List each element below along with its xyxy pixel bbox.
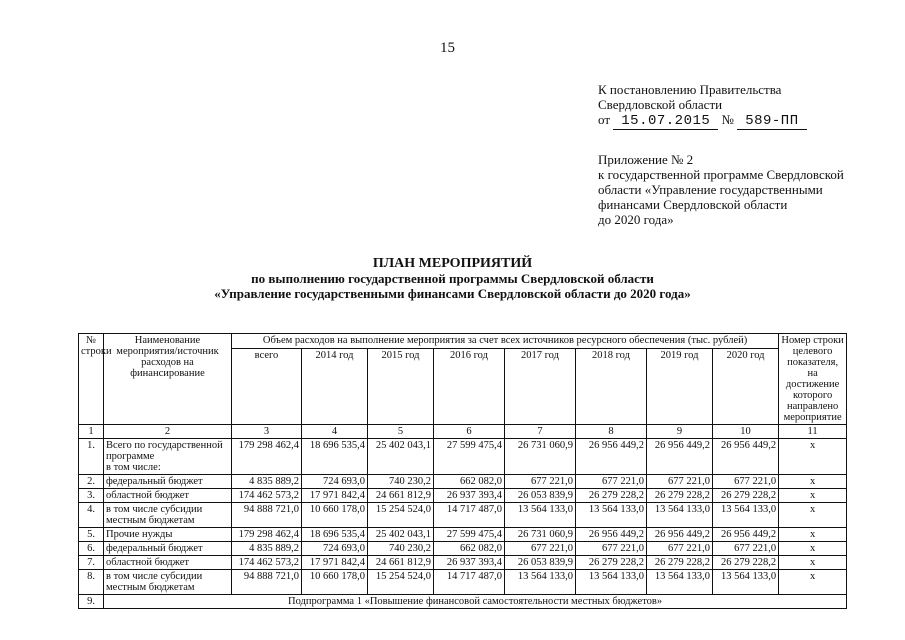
amount-cell: 13 564 133,0 <box>647 503 713 528</box>
amount-cell: 13 564 133,0 <box>505 570 576 595</box>
amount-cell: 13 564 133,0 <box>713 570 779 595</box>
appendix-line-3: области «Управление государственными <box>598 182 823 197</box>
row-name: областной бюджет <box>104 556 232 570</box>
target-cell: x <box>779 503 847 528</box>
page-number: 15 <box>440 40 455 56</box>
reference-line-2: Свердловской области <box>598 97 723 112</box>
amount-cell: 13 564 133,0 <box>647 570 713 595</box>
amount-cell: 27 599 475,4 <box>434 439 505 475</box>
amount-cell: 740 230,2 <box>368 475 434 489</box>
amount-cell: 4 835 889,2 <box>232 542 302 556</box>
amount-cell: 26 279 228,2 <box>713 489 779 503</box>
title-line-1: ПЛАН МЕРОПРИЯТИЙ <box>372 256 533 271</box>
row-number: 8. <box>79 570 104 595</box>
amount-cell: 26 731 060,9 <box>505 439 576 475</box>
column-number-row <box>79 425 847 439</box>
amount-cell: 26 279 228,2 <box>576 556 647 570</box>
target-cell: x <box>779 489 847 503</box>
amount-cell: 26 053 839,9 <box>505 489 576 503</box>
row-name: федеральный бюджет <box>104 475 232 489</box>
column-number: 9 <box>647 425 713 439</box>
amount-cell: 677 221,0 <box>647 542 713 556</box>
row-number: 6. <box>79 542 104 556</box>
row-name: федеральный бюджет <box>104 542 232 556</box>
header-target: Номер строки целевого показателя, на достижение которого направлено мероприятие <box>779 334 847 425</box>
amount-cell: 26 279 228,2 <box>713 556 779 570</box>
amount-cell: 13 564 133,0 <box>576 503 647 528</box>
column-number: 3 <box>232 425 302 439</box>
row-number: 1. <box>79 439 104 475</box>
amount-cell: 13 564 133,0 <box>713 503 779 528</box>
plan-table <box>78 333 847 609</box>
header-2015: 2015 год <box>368 349 434 425</box>
table-row <box>79 475 847 489</box>
column-number: 2 <box>104 425 232 439</box>
header-row-no: № строки <box>79 334 104 425</box>
header-name: Наименование мероприятия/источник расходов на финансирование <box>104 334 232 425</box>
amount-cell: 14 717 487,0 <box>434 570 505 595</box>
table-row <box>79 542 847 556</box>
amount-cell: 179 298 462,4 <box>232 439 302 475</box>
header-2016: 2016 год <box>434 349 505 425</box>
row-number: 9. <box>79 595 104 609</box>
amount-cell: 677 221,0 <box>576 475 647 489</box>
row-number: 5. <box>79 528 104 542</box>
amount-cell: 724 693,0 <box>302 542 368 556</box>
amount-cell: 662 082,0 <box>434 475 505 489</box>
amount-cell: 662 082,0 <box>434 542 505 556</box>
amount-cell: 18 696 535,4 <box>302 528 368 542</box>
row-number: 4. <box>79 503 104 528</box>
amount-cell: 10 660 178,0 <box>302 570 368 595</box>
column-number: 11 <box>779 425 847 439</box>
reference-date-line <box>598 112 807 129</box>
table-row <box>79 439 847 475</box>
amount-cell: 677 221,0 <box>713 542 779 556</box>
amount-cell: 740 230,2 <box>368 542 434 556</box>
title-line-2: по выполнению государственной программы Свердловской области <box>251 271 654 286</box>
resolution-date: 15.07.2015 <box>613 113 718 130</box>
amount-cell: 25 402 043,1 <box>368 528 434 542</box>
amount-cell: 724 693,0 <box>302 475 368 489</box>
amount-cell: 13 564 133,0 <box>505 503 576 528</box>
column-number: 6 <box>434 425 505 439</box>
amount-cell: 25 402 043,1 <box>368 439 434 475</box>
title-line-3: «Управление государственными финансами Свердловской области до 2020 года» <box>214 286 691 301</box>
amount-cell: 26 279 228,2 <box>647 489 713 503</box>
appendix-line-1: Приложение № 2 <box>598 152 694 167</box>
target-cell: x <box>779 528 847 542</box>
amount-cell: 27 599 475,4 <box>434 528 505 542</box>
header-expenses: Объем расходов на выполнение мероприятия за счет всех источников ресурсного обеспечения (тыс. рублей) <box>232 334 779 349</box>
amount-cell: 26 956 449,2 <box>713 528 779 542</box>
amount-cell: 26 956 449,2 <box>576 439 647 475</box>
amount-cell: 26 731 060,9 <box>505 528 576 542</box>
target-cell: x <box>779 475 847 489</box>
amount-cell: 26 937 393,4 <box>434 489 505 503</box>
amount-cell: 26 279 228,2 <box>647 556 713 570</box>
amount-cell: 15 254 524,0 <box>368 503 434 528</box>
amount-cell: 174 462 573,2 <box>232 556 302 570</box>
header-2018: 2018 год <box>576 349 647 425</box>
amount-cell: 26 279 228,2 <box>576 489 647 503</box>
amount-cell: 94 888 721,0 <box>232 570 302 595</box>
row-name: Всего по государственной программе в том числе: <box>104 439 232 475</box>
row-name: в том числе субсидии местным бюджетам <box>104 503 232 528</box>
header-2017: 2017 год <box>505 349 576 425</box>
column-number: 5 <box>368 425 434 439</box>
column-number: 7 <box>505 425 576 439</box>
amount-cell: 17 971 842,4 <box>302 489 368 503</box>
amount-cell: 174 462 573,2 <box>232 489 302 503</box>
amount-cell: 24 661 812,9 <box>368 489 434 503</box>
subprogram-row <box>79 595 847 609</box>
column-number: 8 <box>576 425 647 439</box>
amount-cell: 26 937 393,4 <box>434 556 505 570</box>
table-row <box>79 570 847 595</box>
column-number: 1 <box>79 425 104 439</box>
header-total: всего <box>232 349 302 425</box>
appendix-line-2: к государственной программе Свердловской <box>598 167 844 182</box>
reference-line-1: К постановлению Правительства <box>598 82 782 97</box>
target-cell: x <box>779 439 847 475</box>
row-name: в том числе субсидии местным бюджетам <box>104 570 232 595</box>
resolution-reference <box>598 82 807 129</box>
amount-cell: 179 298 462,4 <box>232 528 302 542</box>
amount-cell: 18 696 535,4 <box>302 439 368 475</box>
amount-cell: 17 971 842,4 <box>302 556 368 570</box>
target-cell: x <box>779 556 847 570</box>
subprogram-title: Подпрограмма 1 «Повышение финансовой самостоятельности местных бюджетов» <box>104 595 847 609</box>
row-number: 2. <box>79 475 104 489</box>
amount-cell: 26 956 449,2 <box>647 439 713 475</box>
amount-cell: 26 956 449,2 <box>713 439 779 475</box>
from-label: от <box>598 112 611 127</box>
appendix-heading <box>598 152 898 227</box>
header-2019: 2019 год <box>647 349 713 425</box>
amount-cell: 24 661 812,9 <box>368 556 434 570</box>
header-2020: 2020 год <box>713 349 779 425</box>
amount-cell: 10 660 178,0 <box>302 503 368 528</box>
column-number: 10 <box>713 425 779 439</box>
amount-cell: 677 221,0 <box>505 475 576 489</box>
header-row <box>79 334 847 349</box>
row-name: областной бюджет <box>104 489 232 503</box>
amount-cell: 15 254 524,0 <box>368 570 434 595</box>
row-number: 7. <box>79 556 104 570</box>
column-number: 4 <box>302 425 368 439</box>
amount-cell: 26 053 839,9 <box>505 556 576 570</box>
table-row <box>79 556 847 570</box>
row-name: Прочие нужды <box>104 528 232 542</box>
table-row <box>79 503 847 528</box>
amount-cell: 26 956 449,2 <box>647 528 713 542</box>
amount-cell: 4 835 889,2 <box>232 475 302 489</box>
amount-cell: 26 956 449,2 <box>576 528 647 542</box>
amount-cell: 677 221,0 <box>505 542 576 556</box>
amount-cell: 94 888 721,0 <box>232 503 302 528</box>
table-row <box>79 489 847 503</box>
header-2014: 2014 год <box>302 349 368 425</box>
amount-cell: 677 221,0 <box>576 542 647 556</box>
target-cell: x <box>779 570 847 595</box>
amount-cell: 14 717 487,0 <box>434 503 505 528</box>
document-title <box>0 256 905 301</box>
amount-cell: 13 564 133,0 <box>576 570 647 595</box>
table-row <box>79 528 847 542</box>
number-label: № <box>721 112 734 127</box>
appendix-line-5: до 2020 года» <box>598 212 674 227</box>
amount-cell: 677 221,0 <box>647 475 713 489</box>
appendix-line-4: финансами Свердловской области <box>598 197 788 212</box>
row-number: 3. <box>79 489 104 503</box>
target-cell: x <box>779 542 847 556</box>
amount-cell: 677 221,0 <box>713 475 779 489</box>
resolution-number: 589-ПП <box>737 113 806 130</box>
